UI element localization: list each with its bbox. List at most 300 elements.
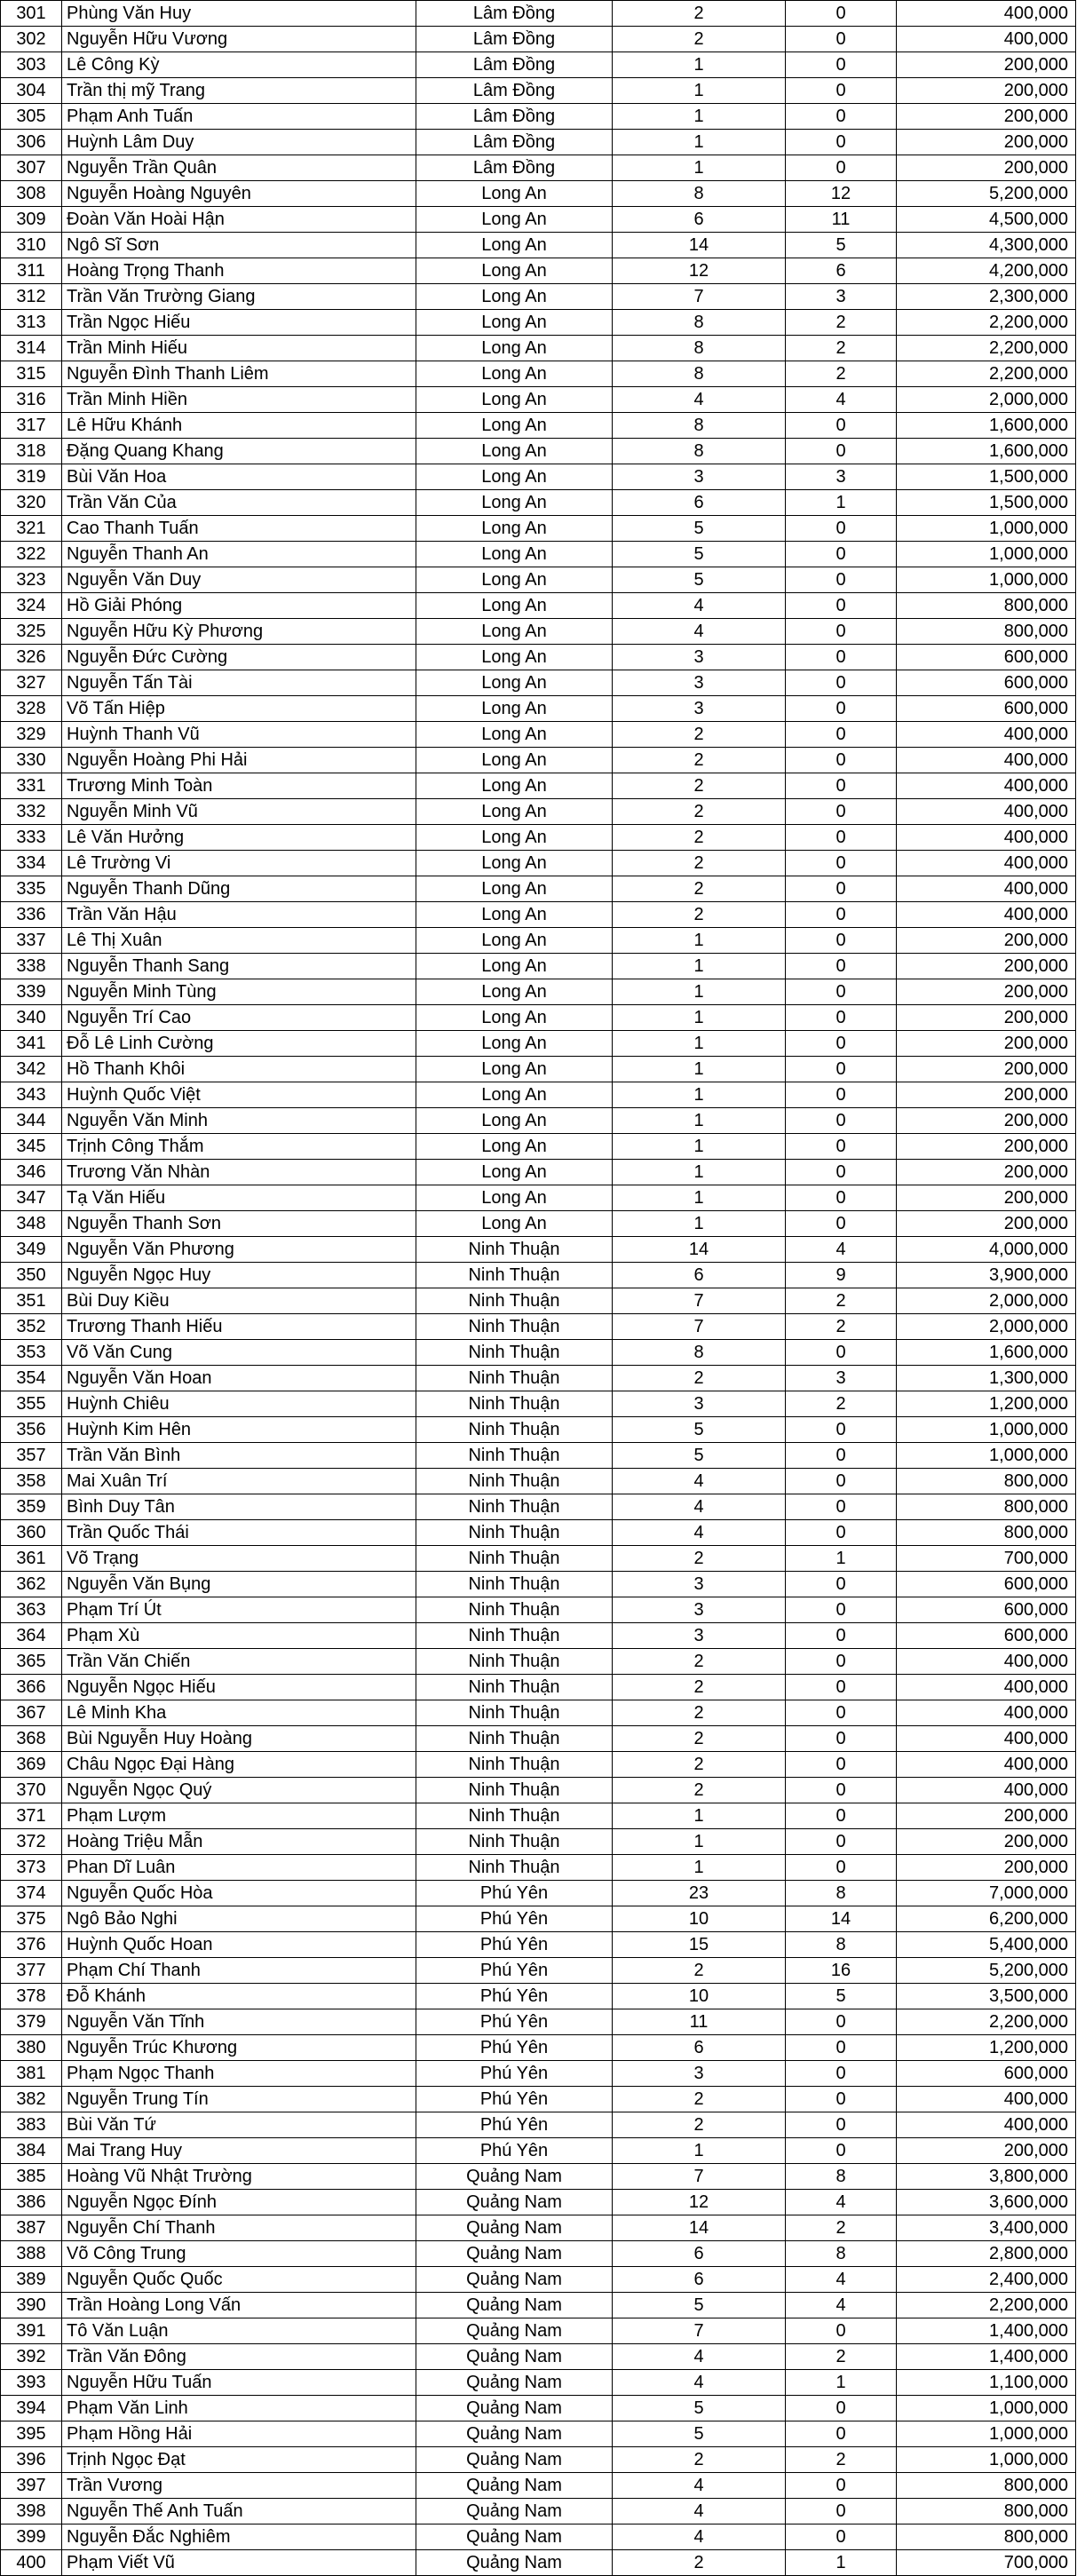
count-2-cell: 0 — [786, 567, 897, 593]
count-2-cell: 0 — [786, 413, 897, 439]
table-row — [1, 1211, 1076, 1237]
amount-cell: 600,000 — [897, 670, 1076, 696]
row-number-cell: 337 — [1, 928, 62, 954]
amount-cell: 400,000 — [897, 1752, 1076, 1778]
amount-cell: 200,000 — [897, 1108, 1076, 1134]
amount-cell: 4,300,000 — [897, 233, 1076, 258]
province-cell: Long An — [416, 284, 613, 310]
amount-cell: 2,300,000 — [897, 284, 1076, 310]
province-cell: Quảng Nam — [416, 2164, 613, 2190]
person-name-cell: Trần Hoàng Long Vấn — [62, 2293, 416, 2318]
count-2-cell: 8 — [786, 1932, 897, 1958]
table-row — [1, 78, 1076, 104]
person-name-cell: Phạm Văn Linh — [62, 2396, 416, 2421]
person-name-cell: Trịnh Công Thắm — [62, 1134, 416, 1160]
count-2-cell: 0 — [786, 619, 897, 645]
person-name-cell: Phạm Xù — [62, 1623, 416, 1649]
count-1-cell: 10 — [613, 1984, 786, 2009]
table-row — [1, 155, 1076, 181]
province-cell: Phú Yên — [416, 2009, 613, 2035]
person-name-cell: Nguyễn Ngọc Huy — [62, 1263, 416, 1288]
count-1-cell: 2 — [613, 799, 786, 825]
count-1-cell: 6 — [613, 1263, 786, 1288]
row-number-cell: 394 — [1, 2396, 62, 2421]
row-number-cell: 304 — [1, 78, 62, 104]
row-number-cell: 330 — [1, 748, 62, 773]
person-name-cell: Trần Vương — [62, 2473, 416, 2499]
person-name-cell: Hồ Thanh Khôi — [62, 1057, 416, 1082]
province-cell: Long An — [416, 1082, 613, 1108]
row-number-cell: 371 — [1, 1803, 62, 1829]
person-name-cell: Võ Văn Cung — [62, 1340, 416, 1366]
row-number-cell: 375 — [1, 1906, 62, 1932]
table-row — [1, 1597, 1076, 1623]
count-2-cell: 0 — [786, 27, 897, 52]
table-row — [1, 979, 1076, 1005]
table-row — [1, 2421, 1076, 2447]
province-cell: Long An — [416, 387, 613, 413]
table-row — [1, 2447, 1076, 2473]
table-row — [1, 1572, 1076, 1597]
province-cell: Ninh Thuận — [416, 1597, 613, 1623]
person-name-cell: Huỳnh Kim Hên — [62, 1417, 416, 1443]
row-number-cell: 338 — [1, 954, 62, 979]
person-name-cell: Nguyễn Trung Tín — [62, 2087, 416, 2112]
count-2-cell: 0 — [786, 1520, 897, 1546]
province-cell: Lâm Đồng — [416, 104, 613, 130]
count-2-cell: 0 — [786, 645, 897, 670]
table-row — [1, 1237, 1076, 1263]
province-cell: Ninh Thuận — [416, 1494, 613, 1520]
amount-cell: 400,000 — [897, 27, 1076, 52]
row-number-cell: 333 — [1, 825, 62, 851]
amount-cell: 400,000 — [897, 1778, 1076, 1803]
count-1-cell: 4 — [613, 2344, 786, 2370]
count-2-cell: 0 — [786, 2035, 897, 2061]
count-1-cell: 1 — [613, 104, 786, 130]
count-1-cell: 6 — [613, 207, 786, 233]
person-name-cell: Đặng Quang Khang — [62, 439, 416, 464]
row-number-cell: 316 — [1, 387, 62, 413]
row-number-cell: 306 — [1, 130, 62, 155]
table-row — [1, 1160, 1076, 1185]
province-cell: Ninh Thuận — [416, 1675, 613, 1700]
province-cell: Ninh Thuận — [416, 1752, 613, 1778]
count-2-cell: 0 — [786, 1057, 897, 1082]
table-row — [1, 490, 1076, 516]
person-name-cell: Nguyễn Thanh An — [62, 542, 416, 567]
table-row — [1, 284, 1076, 310]
count-2-cell: 0 — [786, 104, 897, 130]
table-row — [1, 1546, 1076, 1572]
amount-cell: 1,200,000 — [897, 1391, 1076, 1417]
province-cell: Phú Yên — [416, 1881, 613, 1906]
province-cell: Long An — [416, 336, 613, 361]
table-row — [1, 2215, 1076, 2241]
province-cell: Quảng Nam — [416, 2499, 613, 2524]
person-name-cell: Nguyễn Đức Cường — [62, 645, 416, 670]
province-cell: Lâm Đồng — [416, 78, 613, 104]
table-row — [1, 1803, 1076, 1829]
table-row — [1, 773, 1076, 799]
count-2-cell: 0 — [786, 1855, 897, 1881]
table-row — [1, 336, 1076, 361]
row-number-cell: 322 — [1, 542, 62, 567]
province-cell: Quảng Nam — [416, 2267, 613, 2293]
table-row — [1, 1005, 1076, 1031]
province-cell: Ninh Thuận — [416, 1417, 613, 1443]
row-number-cell: 373 — [1, 1855, 62, 1881]
table-row — [1, 258, 1076, 284]
row-number-cell: 341 — [1, 1031, 62, 1057]
amount-cell: 1,000,000 — [897, 542, 1076, 567]
count-1-cell: 2 — [613, 1752, 786, 1778]
count-1-cell: 12 — [613, 258, 786, 284]
amount-cell: 2,000,000 — [897, 387, 1076, 413]
row-number-cell: 327 — [1, 670, 62, 696]
count-2-cell: 1 — [786, 2550, 897, 2576]
table-row — [1, 928, 1076, 954]
table-row — [1, 52, 1076, 78]
province-cell: Ninh Thuận — [416, 1263, 613, 1288]
province-cell: Quảng Nam — [416, 2241, 613, 2267]
amount-cell: 1,500,000 — [897, 464, 1076, 490]
row-number-cell: 309 — [1, 207, 62, 233]
person-name-cell: Nguyễn Hữu Tuấn — [62, 2370, 416, 2396]
count-2-cell: 0 — [786, 2396, 897, 2421]
count-1-cell: 1 — [613, 130, 786, 155]
amount-cell: 400,000 — [897, 851, 1076, 876]
count-2-cell: 0 — [786, 1675, 897, 1700]
count-1-cell: 3 — [613, 645, 786, 670]
row-number-cell: 353 — [1, 1340, 62, 1366]
count-2-cell: 0 — [786, 1108, 897, 1134]
count-1-cell: 1 — [613, 928, 786, 954]
person-name-cell: Võ Trạng — [62, 1546, 416, 1572]
count-1-cell: 11 — [613, 2009, 786, 2035]
count-1-cell: 4 — [613, 1520, 786, 1546]
row-number-cell: 399 — [1, 2524, 62, 2550]
row-number-cell: 310 — [1, 233, 62, 258]
count-1-cell: 2 — [613, 1675, 786, 1700]
count-2-cell: 0 — [786, 851, 897, 876]
amount-cell: 1,500,000 — [897, 490, 1076, 516]
person-name-cell: Nguyễn Quốc Hòa — [62, 1881, 416, 1906]
person-name-cell: Ngô Sĩ Sơn — [62, 233, 416, 258]
count-2-cell: 0 — [786, 773, 897, 799]
table-row — [1, 567, 1076, 593]
table-row — [1, 2473, 1076, 2499]
row-number-cell: 308 — [1, 181, 62, 207]
count-1-cell: 7 — [613, 1314, 786, 1340]
table-row — [1, 1082, 1076, 1108]
person-name-cell: Huỳnh Quốc Việt — [62, 1082, 416, 1108]
count-2-cell: 0 — [786, 1211, 897, 1237]
person-name-cell: Hoàng Triệu Mẫn — [62, 1829, 416, 1855]
amount-cell: 200,000 — [897, 1211, 1076, 1237]
count-2-cell: 0 — [786, 748, 897, 773]
province-cell: Quảng Nam — [416, 2421, 613, 2447]
person-name-cell: Nguyễn Đình Thanh Liêm — [62, 361, 416, 387]
count-1-cell: 1 — [613, 52, 786, 78]
person-name-cell: Nguyễn Văn Hoan — [62, 1366, 416, 1391]
table-row — [1, 542, 1076, 567]
count-2-cell: 0 — [786, 979, 897, 1005]
count-2-cell: 0 — [786, 1752, 897, 1778]
person-name-cell: Tô Văn Luận — [62, 2318, 416, 2344]
count-2-cell: 1 — [786, 490, 897, 516]
count-2-cell: 0 — [786, 670, 897, 696]
count-2-cell: 0 — [786, 155, 897, 181]
count-1-cell: 2 — [613, 851, 786, 876]
row-number-cell: 378 — [1, 1984, 62, 2009]
row-number-cell: 387 — [1, 2215, 62, 2241]
table-row — [1, 2293, 1076, 2318]
row-number-cell: 381 — [1, 2061, 62, 2087]
province-cell: Phú Yên — [416, 2112, 613, 2138]
count-2-cell: 0 — [786, 542, 897, 567]
amount-cell: 2,000,000 — [897, 1314, 1076, 1340]
amount-cell: 200,000 — [897, 1057, 1076, 1082]
count-1-cell: 5 — [613, 567, 786, 593]
table-row — [1, 902, 1076, 928]
amount-cell: 200,000 — [897, 1082, 1076, 1108]
row-number-cell: 302 — [1, 27, 62, 52]
count-1-cell: 7 — [613, 284, 786, 310]
count-1-cell: 7 — [613, 2318, 786, 2344]
amount-cell: 2,200,000 — [897, 336, 1076, 361]
province-cell: Ninh Thuận — [416, 1520, 613, 1546]
count-1-cell: 6 — [613, 490, 786, 516]
person-name-cell: Nguyễn Hữu Vương — [62, 27, 416, 52]
table-row — [1, 954, 1076, 979]
amount-cell: 400,000 — [897, 1700, 1076, 1726]
count-1-cell: 2 — [613, 1958, 786, 1984]
province-cell: Long An — [416, 670, 613, 696]
person-name-cell: Nguyễn Ngọc Đính — [62, 2190, 416, 2215]
amount-cell: 1,000,000 — [897, 2396, 1076, 2421]
count-1-cell: 1 — [613, 1082, 786, 1108]
count-1-cell: 1 — [613, 155, 786, 181]
count-1-cell: 8 — [613, 1340, 786, 1366]
amount-cell: 400,000 — [897, 1649, 1076, 1675]
count-1-cell: 1 — [613, 1031, 786, 1057]
count-1-cell: 4 — [613, 387, 786, 413]
count-1-cell: 2 — [613, 27, 786, 52]
amount-cell: 6,200,000 — [897, 1906, 1076, 1932]
province-cell: Long An — [416, 851, 613, 876]
count-2-cell: 4 — [786, 1237, 897, 1263]
table-row — [1, 2035, 1076, 2061]
amount-cell: 3,600,000 — [897, 2190, 1076, 2215]
row-number-cell: 319 — [1, 464, 62, 490]
count-1-cell: 3 — [613, 696, 786, 722]
amount-cell: 1,100,000 — [897, 2370, 1076, 2396]
amount-cell: 400,000 — [897, 825, 1076, 851]
table-row — [1, 2344, 1076, 2370]
count-2-cell: 8 — [786, 2241, 897, 2267]
amount-cell: 400,000 — [897, 1726, 1076, 1752]
person-name-cell: Nguyễn Thế Anh Tuấn — [62, 2499, 416, 2524]
row-number-cell: 395 — [1, 2421, 62, 2447]
table-row — [1, 1778, 1076, 1803]
table-row — [1, 2550, 1076, 2576]
table-row — [1, 1263, 1076, 1288]
province-cell: Ninh Thuận — [416, 1803, 613, 1829]
count-2-cell: 0 — [786, 722, 897, 748]
count-1-cell: 4 — [613, 2473, 786, 2499]
table-row — [1, 1958, 1076, 1984]
count-2-cell: 4 — [786, 2190, 897, 2215]
province-cell: Phú Yên — [416, 1906, 613, 1932]
province-cell: Long An — [416, 413, 613, 439]
count-1-cell: 1 — [613, 1829, 786, 1855]
province-cell: Long An — [416, 207, 613, 233]
row-number-cell: 336 — [1, 902, 62, 928]
count-2-cell: 4 — [786, 387, 897, 413]
amount-cell: 3,500,000 — [897, 1984, 1076, 2009]
province-cell: Long An — [416, 825, 613, 851]
person-name-cell: Nguyễn Hoàng Phi Hải — [62, 748, 416, 773]
amount-cell: 200,000 — [897, 1160, 1076, 1185]
table-row — [1, 516, 1076, 542]
count-2-cell: 0 — [786, 1829, 897, 1855]
count-1-cell: 2 — [613, 1700, 786, 1726]
person-name-cell: Nguyễn Thanh Dũng — [62, 876, 416, 902]
person-name-cell: Đỗ Lê Linh Cường — [62, 1031, 416, 1057]
count-2-cell: 16 — [786, 1958, 897, 1984]
table-row — [1, 2241, 1076, 2267]
count-1-cell: 3 — [613, 1597, 786, 1623]
amount-cell: 600,000 — [897, 1597, 1076, 1623]
amount-cell: 7,000,000 — [897, 1881, 1076, 1906]
table-row — [1, 2009, 1076, 2035]
count-1-cell: 1 — [613, 1185, 786, 1211]
table-row — [1, 2087, 1076, 2112]
person-name-cell: Ngô Bảo Nghi — [62, 1906, 416, 1932]
person-name-cell: Bùi Văn Tứ — [62, 2112, 416, 2138]
table-row — [1, 1984, 1076, 2009]
count-2-cell: 14 — [786, 1906, 897, 1932]
row-number-cell: 358 — [1, 1469, 62, 1494]
count-1-cell: 3 — [613, 464, 786, 490]
row-number-cell: 398 — [1, 2499, 62, 2524]
person-name-cell: Phạm Trí Út — [62, 1597, 416, 1623]
count-2-cell: 1 — [786, 2370, 897, 2396]
province-cell: Long An — [416, 645, 613, 670]
row-number-cell: 312 — [1, 284, 62, 310]
count-1-cell: 1 — [613, 1057, 786, 1082]
count-1-cell: 6 — [613, 2241, 786, 2267]
province-cell: Quảng Nam — [416, 2524, 613, 2550]
row-number-cell: 323 — [1, 567, 62, 593]
table-row — [1, 1932, 1076, 1958]
amount-cell: 3,900,000 — [897, 1263, 1076, 1288]
count-2-cell: 0 — [786, 593, 897, 619]
amount-cell: 800,000 — [897, 1494, 1076, 1520]
person-name-cell: Nguyễn Ngọc Quý — [62, 1778, 416, 1803]
person-name-cell: Lê Văn Hưởng — [62, 825, 416, 851]
table-row — [1, 464, 1076, 490]
province-cell: Long An — [416, 902, 613, 928]
count-1-cell: 8 — [613, 361, 786, 387]
table-row — [1, 696, 1076, 722]
count-1-cell: 2 — [613, 2447, 786, 2473]
count-1-cell: 4 — [613, 619, 786, 645]
amount-cell: 1,000,000 — [897, 1417, 1076, 1443]
table-row — [1, 310, 1076, 336]
count-2-cell: 0 — [786, 1134, 897, 1160]
person-name-cell: Bùi Duy Kiều — [62, 1288, 416, 1314]
province-cell: Phú Yên — [416, 2087, 613, 2112]
count-2-cell: 0 — [786, 2524, 897, 2550]
table-row — [1, 1417, 1076, 1443]
table-row — [1, 1108, 1076, 1134]
count-1-cell: 6 — [613, 2035, 786, 2061]
amount-cell: 2,400,000 — [897, 2267, 1076, 2293]
person-name-cell: Trần Văn Của — [62, 490, 416, 516]
count-2-cell: 0 — [786, 52, 897, 78]
count-2-cell: 0 — [786, 1494, 897, 1520]
amount-cell: 5,400,000 — [897, 1932, 1076, 1958]
count-1-cell: 1 — [613, 1211, 786, 1237]
province-cell: Long An — [416, 310, 613, 336]
table-row — [1, 2112, 1076, 2138]
amount-cell: 200,000 — [897, 1803, 1076, 1829]
table-row — [1, 2524, 1076, 2550]
count-1-cell: 2 — [613, 2087, 786, 2112]
person-name-cell: Mai Xuân Trí — [62, 1469, 416, 1494]
row-number-cell: 380 — [1, 2035, 62, 2061]
province-cell: Long An — [416, 593, 613, 619]
count-1-cell: 14 — [613, 2215, 786, 2241]
count-2-cell: 8 — [786, 1881, 897, 1906]
person-name-cell: Hồ Giải Phóng — [62, 593, 416, 619]
count-2-cell: 5 — [786, 1984, 897, 2009]
province-cell: Ninh Thuận — [416, 1778, 613, 1803]
amount-cell: 200,000 — [897, 979, 1076, 1005]
person-name-cell: Lê Công Kỳ — [62, 52, 416, 78]
province-cell: Long An — [416, 1160, 613, 1185]
count-1-cell: 3 — [613, 1623, 786, 1649]
amount-cell: 4,200,000 — [897, 258, 1076, 284]
amount-cell: 200,000 — [897, 155, 1076, 181]
person-name-cell: Trần Văn Hậu — [62, 902, 416, 928]
table-row — [1, 799, 1076, 825]
person-name-cell: Nguyễn Văn Duy — [62, 567, 416, 593]
row-number-cell: 345 — [1, 1134, 62, 1160]
table-row — [1, 1031, 1076, 1057]
count-2-cell: 4 — [786, 2293, 897, 2318]
amount-cell: 1,000,000 — [897, 516, 1076, 542]
table-row — [1, 1675, 1076, 1700]
row-number-cell: 390 — [1, 2293, 62, 2318]
amount-cell: 400,000 — [897, 773, 1076, 799]
count-2-cell: 0 — [786, 1700, 897, 1726]
person-name-cell: Phạm Chí Thanh — [62, 1958, 416, 1984]
table-row — [1, 1443, 1076, 1469]
amount-cell: 3,800,000 — [897, 2164, 1076, 2190]
row-number-cell: 324 — [1, 593, 62, 619]
row-number-cell: 325 — [1, 619, 62, 645]
row-number-cell: 393 — [1, 2370, 62, 2396]
row-number-cell: 340 — [1, 1005, 62, 1031]
table-row — [1, 1134, 1076, 1160]
province-cell: Long An — [416, 464, 613, 490]
amount-cell: 200,000 — [897, 78, 1076, 104]
count-2-cell: 0 — [786, 928, 897, 954]
count-1-cell: 2 — [613, 722, 786, 748]
